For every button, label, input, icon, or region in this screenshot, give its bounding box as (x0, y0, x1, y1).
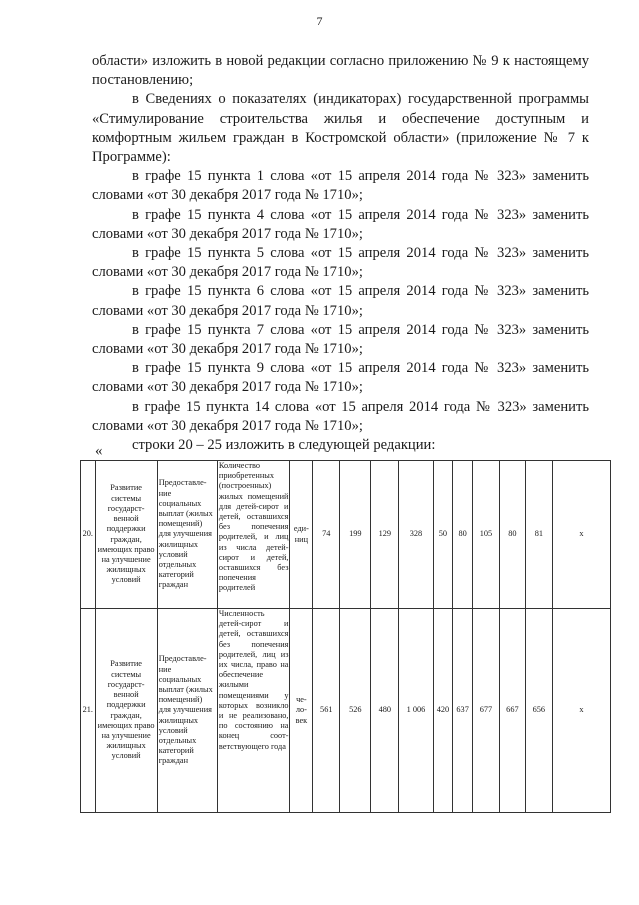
value-cell: 667 (499, 609, 525, 813)
paragraph: в графе 15 пункта 5 слова «от 15 апреля 2014 года № 323» заменить словами «от 30 декабря 2017 года № 1710»; (92, 245, 589, 281)
table-row (81, 609, 611, 813)
paragraph: области» изложить в новой редакции согласно приложению № 9 к настоящему постановлению; (92, 53, 589, 89)
unit-cell: че-ло-век (290, 609, 313, 813)
measure-cell: Предоставле-ние социальных выплат (жилых помещений) для улучшения жилищных условий отдельных категорий граждан (157, 461, 217, 609)
value-cell: 677 (472, 609, 499, 813)
paragraph: в графе 15 пункта 9 слова «от 15 апреля 2014 года № 323» заменить словами «от 30 декабря 2017 года № 1710»; (92, 360, 589, 396)
row-number: 21. (81, 609, 96, 813)
program-cell: Развитие системы государст-венной поддержки граждан, имеющих право на улучшение жилищных условий (95, 461, 157, 609)
value-cell: 420 (433, 609, 453, 813)
program-cell: Развитие системы государст-венной поддержки граждан, имеющих право на улучшение жилищных условий (95, 609, 157, 813)
paragraph: строки 20 – 25 изложить в следующей редакции: (132, 437, 436, 454)
value-cell: 105 (472, 461, 499, 609)
paragraph: в графе 15 пункта 7 слова «от 15 апреля 2014 года № 323» заменить словами «от 30 декабря 2017 года № 1710»; (92, 321, 589, 358)
value-cell: 328 (399, 461, 433, 609)
value-cell: 526 (340, 609, 371, 813)
value-cell: 80 (453, 461, 473, 609)
value-cell: 199 (340, 461, 371, 609)
source-cell: x (552, 609, 610, 813)
value-cell: 81 (525, 461, 552, 609)
paragraph: в Сведениях о показателях (индикаторах) государственной программы «Стимулирование строительства жилья и обеспечение доступным и комфортным жильем граждан в Костромской области» (приложение № 7 к Программе): (92, 91, 589, 166)
paragraph: в графе 15 пункта 1 слова «от 15 апреля 2014 года № 323» заменить словами «от 30 декабря 2017 года № 1710»; (92, 168, 589, 204)
page-number: 7 (316, 14, 323, 28)
paragraph: в графе 15 пункта 4 слова «от 15 апреля 2014 года № 323» заменить словами «от 30 декабря 2017 года № 1710»; (92, 206, 589, 242)
paragraph: в графе 15 пункта 14 слова «от 15 апреля 2014 года № 323» заменить словами «от 30 декабря 2017 года № 1710»; (92, 398, 589, 434)
value-cell: 50 (433, 461, 453, 609)
document-body (92, 52, 589, 455)
value-cell: 561 (313, 609, 340, 813)
source-cell: x (552, 461, 610, 609)
measure-cell: Предоставле-ние социальных выплат (жилых помещений) для улучшения жилищных условий отдельных категорий граждан (157, 609, 217, 813)
paragraph: в графе 15 пункта 6 слова «от 15 апреля 2014 года № 323» заменить словами «от 30 декабря 2017 года № 1710»; (92, 283, 589, 319)
unit-cell: еди-ниц (290, 461, 313, 609)
indicator-cell: Численность детей-сирот и детей, оставшихся без попечения родителей, лиц из их числа, право на обеспечение жилыми помещениями у которых возникло и не реализовано, по состоянию на конец соот-ветствующего года (217, 609, 290, 813)
value-cell: 129 (371, 461, 399, 609)
value-cell: 480 (371, 609, 399, 813)
row-number: 20. (81, 461, 96, 609)
value-cell: 80 (499, 461, 525, 609)
value-cell: 1 006 (399, 609, 433, 813)
indicator-cell: Количество приобретенных (построенных) жилых помещений для детей-сирот и детей, оставшихся без попечения родителей, и лиц из числа детей-сирот и детей, оставшихся без попечения родителей (217, 461, 290, 609)
table-row (81, 461, 611, 609)
value-cell: 74 (313, 461, 340, 609)
value-cell: 637 (453, 609, 473, 813)
value-cell: 656 (525, 609, 552, 813)
opening-quote-mark: « (95, 443, 103, 459)
indicators-table (80, 460, 611, 813)
